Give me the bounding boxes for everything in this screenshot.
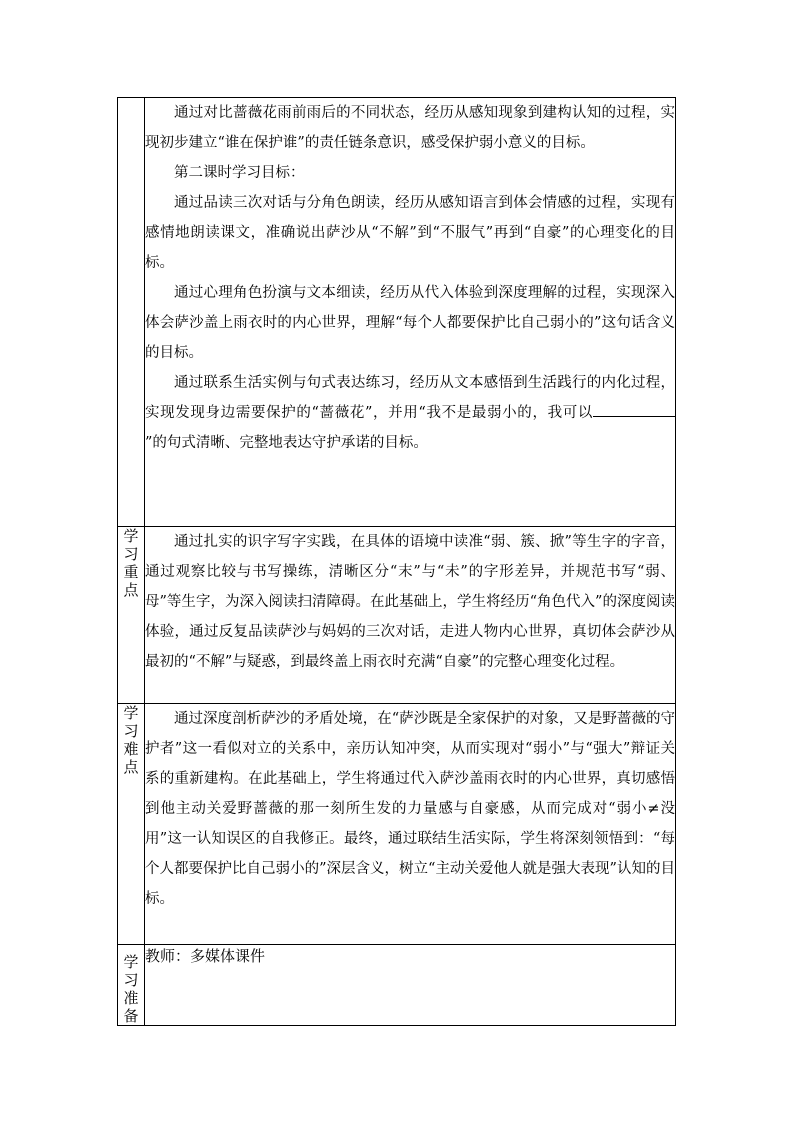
lesson-plan-table bbox=[117, 97, 676, 1026]
key-points-text: 通过扎实的识字写字实践，在具体的语境中读准“弱、簇、掀”等生字的字音，通过观察比较与书写操练，清晰区分“末”与“未”的字形差异，并规范书写“弱、母”等生字，为深入阅读扫清障碍。在此基础上，学生将经历“角色代入”的深度阅读体验，通过反复品读萨沙与妈妈的三次对话，走进人物内心世界，真切体会萨沙从最初的“不解”与疑惑，到最终盖上雨衣时充满“自豪”的完整心理变化过程。 bbox=[145, 534, 675, 670]
difficult-points-label bbox=[118, 704, 145, 945]
objective-goal-1: 通过品读三次对话与分角色朗读，经历从感知语言到体会情感的过程，实现有感情地朗读课文，准确说出萨沙从“不解”到“不服气”再到“自豪”的心理变化的目标。 bbox=[145, 195, 675, 271]
objective-goal-2: 通过心理角色扮演与文本细读，经历从代入体验到深度理解的过程，实现深入体会萨沙盖上雨衣时的内心世界，理解“每个人都要保护比自己弱小的”这句话含义的目标。 bbox=[145, 285, 675, 361]
preparation-text: 教师：多媒体课件 bbox=[145, 947, 266, 965]
objectives-cell bbox=[145, 98, 676, 527]
objective-goal-3 bbox=[145, 368, 675, 458]
key-points-cell bbox=[145, 527, 676, 704]
objectives-intro: 通过对比蔷薇花雨前雨后的不同状态，经历从感知现象到建构认知的过程，实现初步建立“谁在保护谁”的责任链条意识，感受保护弱小意义的目标。 bbox=[145, 105, 675, 151]
label-char: 习 bbox=[123, 971, 139, 989]
second-lesson-title: 第二课时学习目标： bbox=[174, 165, 305, 181]
difficult-points-text: 通过深度剖析萨沙的矛盾处境，在“萨沙既是全家保护的对象，又是野蔷薇的守护者”这一看似对立的关系中，亲历认知冲突，从而实现对“弱小”与“强大”辩证关系的重新建构。在此基础上，学生将通过代入萨沙盖雨衣时的内心世界，真切感悟到他主动关爱野蔷薇的那一刻所生发的力量感与自豪感，从而完成对“弱小≠没用”这一认知误区的自我修正。最终，通过联结生活实际，学生将深刻领悟到：“每个人都要保护比自己弱小的”深层含义，树立“主动关爱他人就是强大表现”认知的目标。 bbox=[145, 711, 675, 907]
label-char: 难 bbox=[123, 740, 139, 758]
label-char: 备 bbox=[123, 1007, 139, 1025]
key-points-row bbox=[118, 527, 676, 704]
label-char: 学 bbox=[123, 704, 139, 722]
preparation-row bbox=[118, 945, 676, 1026]
preparation-label bbox=[118, 945, 145, 1026]
label-char: 学 bbox=[123, 953, 139, 971]
fill-in-blank bbox=[593, 400, 675, 417]
difficult-points-row bbox=[118, 704, 676, 945]
label-char: 习 bbox=[123, 545, 139, 563]
label-char: 点 bbox=[123, 581, 139, 599]
objectives-row bbox=[118, 98, 676, 527]
label-char: 准 bbox=[123, 989, 139, 1007]
key-points-label bbox=[118, 527, 145, 704]
label-char: 重 bbox=[123, 563, 139, 581]
label-char: 学 bbox=[123, 527, 139, 545]
label-char: 习 bbox=[123, 722, 139, 740]
goal-3-text-after: ”的句式清晰、完整地表达守护承诺的目标。 bbox=[145, 435, 428, 451]
difficult-points-cell bbox=[145, 704, 676, 945]
goal-3-text-before: 通过联系生活实例与句式表达练习，经历从文本感悟到生活践行的内化过程，实现发现身边需要保护的“蔷薇花”，并用“我不是最弱小的，我可以 bbox=[145, 375, 675, 421]
label-char: 点 bbox=[123, 758, 139, 776]
objectives-label-cell bbox=[118, 98, 145, 527]
preparation-cell bbox=[145, 945, 676, 1026]
